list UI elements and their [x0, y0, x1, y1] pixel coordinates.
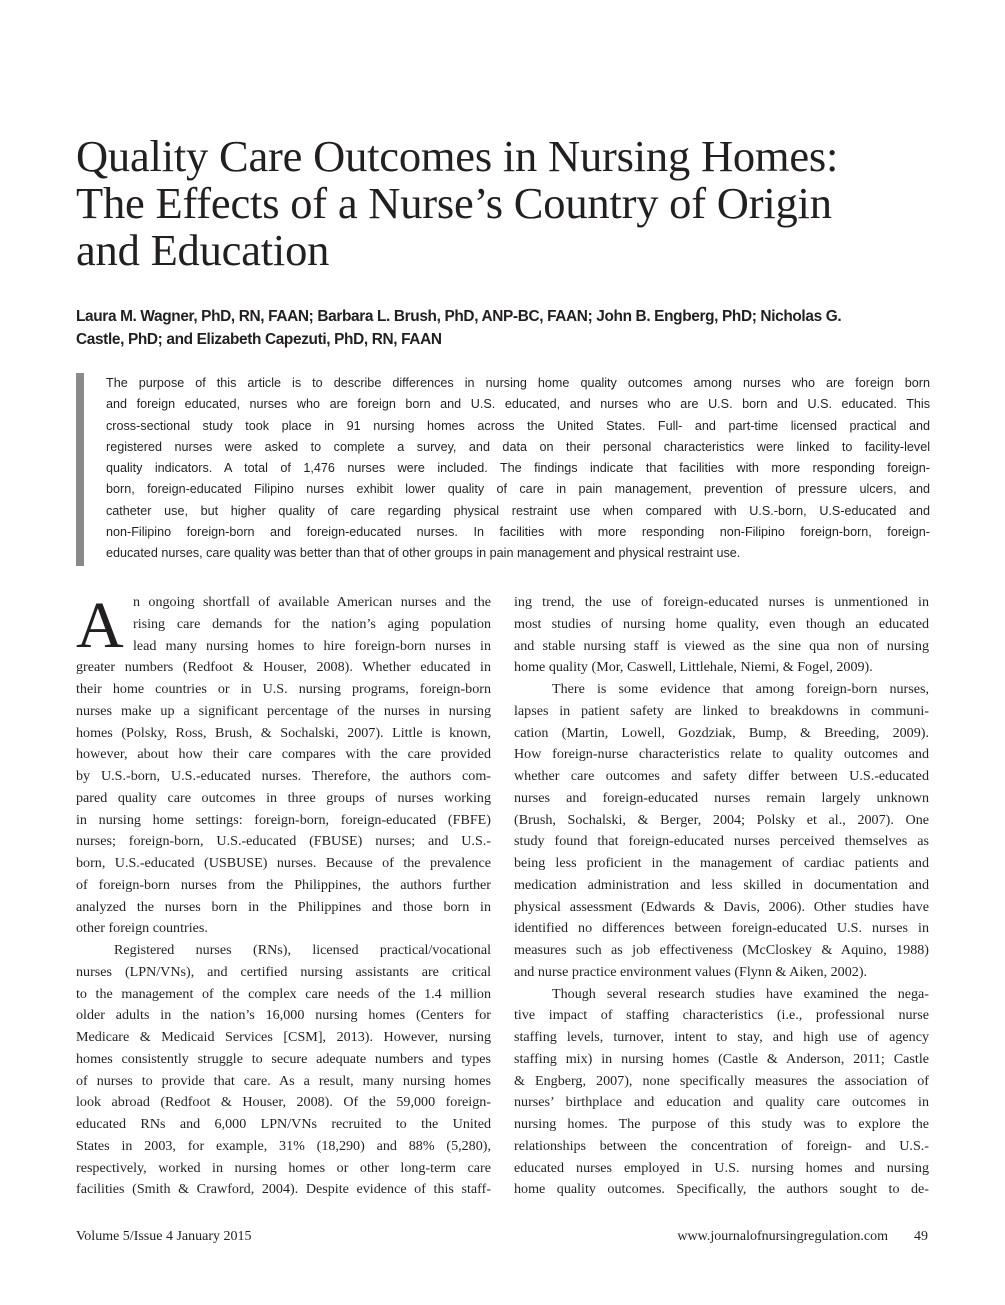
abstract-line: registered nurses were asked to complete a survey, and data on their personal characteristics were linked to facility-level	[106, 439, 930, 454]
body-line: nurses’ birthplace and education and quality care outcomes in	[514, 1094, 929, 1111]
body-line: n ongoing shortfall of available American nurses and the	[133, 594, 491, 610]
body-line: There is some evidence that among foreign-born nurses,	[552, 681, 929, 697]
body-line: Registered nurses (RNs), licensed practical/vocational	[114, 942, 491, 958]
body-line: physical assessment (Edwards & Davis, 2006). Other studies have	[514, 898, 929, 915]
body-column-right	[514, 592, 929, 1201]
body-line: study found that foreign-educated nurses perceived themselves as	[514, 833, 929, 850]
body-line: homes consistently struggle to secure adequate numbers and types	[76, 1050, 491, 1067]
body-line: of nurses to provide that care. As a result, many nursing homes	[76, 1072, 491, 1089]
footer-website-link[interactable]: www.journalofnursingregulation.com	[677, 1229, 888, 1244]
abstract-accent-bar	[76, 373, 84, 566]
body-line: pared quality care outcomes in three groups of nurses working	[76, 789, 491, 806]
body-line: to the management of the complex care needs of the 1.4 million	[76, 985, 491, 1002]
body-line: however, about how their care compares with the care provided	[76, 746, 491, 763]
body-line: ing trend, the use of foreign-educated nurses is unmentioned in	[514, 594, 929, 610]
body-line: of foreign-born nurses from the Philippines, the authors further	[76, 876, 491, 893]
abstract-line: educated nurses, care quality was better than that of other groups in pain management and physical restraint use.	[106, 546, 741, 561]
body-line: States in 2003, for example, 31% (18,290) and 88% (5,280),	[76, 1137, 491, 1154]
title-line: and Education	[76, 225, 330, 275]
body-line: identified no differences between foreign-educated U.S. nurses in	[514, 920, 929, 937]
body-line: relationships between the concentration of foreign- and U.S.-	[514, 1137, 929, 1154]
body-line: look abroad (Redfoot & Houser, 2008). Of the 59,000 foreign-	[76, 1094, 491, 1111]
body-line: Though several research studies have examined the nega-	[552, 985, 929, 1002]
title-line: The Effects of a Nurse’s Country of Origin	[76, 178, 832, 228]
body-line: nurses and foreign-educated nurses remain largely unknown	[514, 789, 929, 806]
body-line: educated nurses employed in U.S. nursing homes and nursing	[514, 1159, 929, 1176]
article-title	[76, 133, 956, 274]
body-line: whether care outcomes and safety differ between U.S.-educated	[514, 768, 929, 784]
abstract-line: catheter use, but higher quality of care regarding physical restraint use when compared with U.S.-born, U.S-educated and	[106, 503, 930, 518]
body-line: (Brush, Sochalski, & Berger, 2004; Polsky et al., 2007). One	[514, 811, 929, 828]
abstract-line: and foreign educated, nurses who are foreign born and U.S. educated, and nurses who are U.S. born and U.S. educated. This	[106, 397, 930, 412]
page-number: 49	[914, 1229, 928, 1244]
author-line: Laura M. Wagner, PhD, RN, FAAN; Barbara L. Brush, PhD, ANP-BC, FAAN; John B. Engberg, PhD; Nicholas G.	[76, 308, 842, 325]
abstract-line: born, foreign-educated Filipino nurses exhibit lower quality of care in pain management, prevention of pressure ulcers, and	[106, 482, 930, 497]
body-line: cation (Martin, Lowell, Gozdziak, Bump, & Breeding, 2009).	[514, 724, 929, 741]
body-line: staffing levels, turnover, intent to stay, and high use of agency	[514, 1029, 929, 1045]
body-line: analyzed the nurses born in the Philippines and those born in	[76, 898, 491, 915]
abstract-line: non-Filipino foreign-born and foreign-educated nurses. In facilities with more responding non-Filipino foreign-born, foreign-	[106, 525, 930, 540]
author-line: Castle, PhD; and Elizabeth Capezuti, PhD, RN, FAAN	[76, 331, 442, 348]
body-line: nurses (LPN/VNs), and certified nursing assistants are critical	[76, 963, 491, 980]
body-line: nursing homes. The purpose of this study was to explore the	[514, 1116, 929, 1132]
body-line: medication administration and less skilled in documentation and	[514, 876, 929, 893]
body-line: older adults in the nation’s 16,000 nursing homes (Centers for	[76, 1007, 491, 1024]
body-line: born, U.S.-educated (USBUSE) nurses. Because of the prevalence	[76, 855, 491, 871]
abstract-line: quality indicators. A total of 1,476 nurses were included. The findings indicate that facilities with more responding foreign-	[106, 461, 930, 476]
body-line: facilities (Smith & Crawford, 2004). Despite evidence of this staff-	[76, 1181, 491, 1198]
author-list	[76, 305, 936, 351]
title-line: Quality Care Outcomes in Nursing Homes:	[76, 131, 839, 181]
body-line: most studies of nursing home quality, even though an educated	[514, 615, 929, 632]
abstract-line: The purpose of this article is to describe differences in nursing home quality outcomes among nurses who are foreign born	[106, 376, 930, 390]
body-column-left	[76, 592, 491, 1201]
body-line: home quality (Mor, Caswell, Littlehale, Niemi, & Fogel, 2009).	[514, 659, 873, 676]
abstract-line: cross-sectional study took place in 91 nursing homes across the United States. Full- and part-time licensed practical and	[106, 418, 930, 433]
body-line: their home countries or in U.S. nursing programs, foreign-born	[76, 681, 491, 697]
body-line: greater numbers (Redfoot & Houser, 2008). Whether educated in	[76, 659, 491, 676]
footer-volume-issue: Volume 5/Issue 4 January 2015	[76, 1229, 252, 1244]
body-line: tive impact of staffing characteristics (i.e., professional nurse	[514, 1007, 929, 1024]
body-line: lapses in patient safety are linked to breakdowns in communi-	[514, 702, 929, 719]
abstract	[106, 373, 930, 565]
body-line: and nurse practice environment values (Flynn & Aiken, 2002).	[514, 963, 868, 980]
body-line: homes (Polsky, Ross, Brush, & Sochalski, 2007). Little is known,	[76, 724, 491, 741]
body-line: How foreign-nurse characteristics relate to quality outcomes and	[514, 746, 929, 763]
drop-cap: A	[76, 596, 124, 658]
body-line: nurses make up a significant percentage of the nurses in nursing	[76, 702, 491, 719]
body-line: measures such as job effectiveness (McCloskey & Aquino, 1988)	[514, 942, 929, 958]
body-line: in nursing home settings: foreign-born, foreign-educated (FBFE)	[76, 811, 491, 828]
body-line: respectively, worked in nursing homes or other long-term care	[76, 1159, 491, 1176]
body-line: educated RNs and 6,000 LPN/VNs recruited to the United	[76, 1116, 491, 1132]
body-line: being less proficient in the management of cardiac patients and	[514, 855, 929, 871]
body-line: staffing mix) in nursing homes (Castle & Anderson, 2011; Castle	[514, 1050, 929, 1067]
body-line: home quality outcomes. Specifically, the authors sought to de-	[514, 1181, 929, 1198]
body-line: Medicare & Medicaid Services [CSM], 2013). However, nursing	[76, 1029, 491, 1045]
body-line: & Engberg, 2007), none specifically measures the association of	[514, 1072, 929, 1089]
body-line: lead many nursing homes to hire foreign-born nurses in	[133, 637, 491, 654]
body-line: and stable nursing staff is viewed as the sine qua non of nursing	[514, 637, 929, 654]
body-line: nurses; foreign-born, U.S.-educated (FBUSE) nurses; and U.S.-	[76, 833, 491, 850]
body-line: rising care demands for the nation’s aging population	[133, 615, 491, 632]
body-line: other foreign countries.	[76, 920, 208, 937]
body-line: by U.S.-born, U.S.-educated nurses. Therefore, the authors com-	[76, 768, 491, 784]
